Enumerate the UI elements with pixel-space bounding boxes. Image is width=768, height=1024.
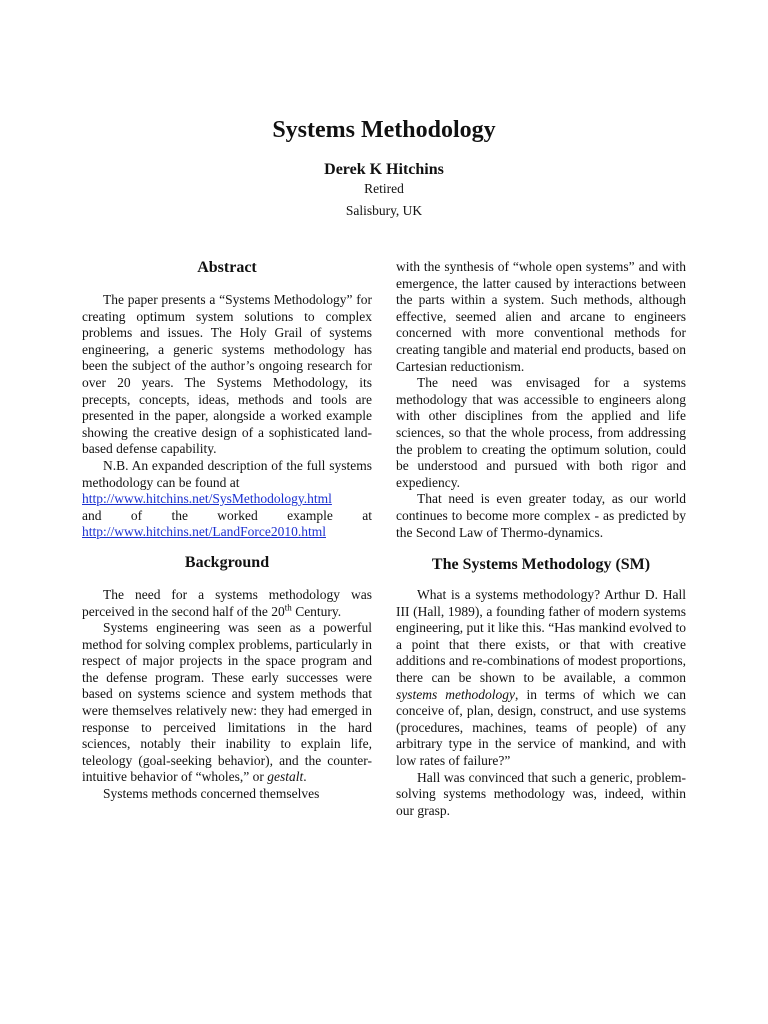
abstract-paragraph: The paper presents a “Systems Methodology” for creating optimum system solutions to complex problems and issues. The Holy Grail of systems engineering, a generic systems methodology has been the subject of the author’s ongoing research for over 20 years. The Systems Methodology, its precepts, concepts, ideas, methods and tools are presented in the paper, alongside a worked example showing the creative design of a sophisticated land-based defense capability. (82, 292, 372, 457)
bg-p1-end: Century. (295, 603, 342, 619)
author-affiliation: Retired (364, 181, 404, 196)
paper-title: Systems Methodology (272, 117, 496, 143)
bg-p1-text: The need for a systems methodology was perceived in the second half of the 20 (82, 586, 372, 619)
sm-heading: The Systems Methodology (SM) (431, 556, 651, 574)
word: example (287, 507, 333, 523)
bg-p2-end: . (303, 769, 307, 785)
sm-p1-end: , in terms of which we can conceive of, plan, design, construct, and use systems (procedures, machines, teams of people) of any arbitrary type in the service of mankind, and with low rates of failure?” (396, 686, 686, 769)
sm-paragraph-1 (396, 587, 686, 770)
background-paragraph-3-cont: with the synthesis of “whole open systems” and with emergence, the latter caused by interactions between the parts within a system. Such methods, although effective, seemed alien and arcane to engineers concerned with more conventional methods for creating tangible and material end products, based on Cartesian reductionism. (396, 259, 686, 374)
abstract-heading: Abstract (197, 259, 257, 276)
word: worked (217, 507, 258, 523)
abstract-note-paragraph (82, 458, 372, 541)
word: of (130, 507, 143, 523)
word: and (82, 507, 102, 523)
land-force-link[interactable]: http://www.hitchins.net/LandForce2010.html (82, 524, 326, 540)
background-paragraph-1 (82, 587, 372, 620)
bg-p2-text: Systems engineering was seen as a powerful method for solving complex problems, particularly in respect of major projects in the space program and the defense program. These early successes were based on systems science and system methods that were themselves relatively new: they had emerged in response to perceived limitations in the hard sciences, notably their inability to explain life, teleology (goal-seeking behavior), and the counter-intuitive behavior of “wholes,” or (82, 620, 372, 785)
systems-methodology-term: systems methodology (396, 686, 516, 702)
background-paragraph-4: The need was envisaged for a systems methodology that was accessible to engineers along with other disciplines from the applied and life sciences, so that the whole process, from addressing the problem to creating the optimum solution, could be understood and pursued with both rigor and expediency. (396, 375, 686, 490)
author-name: Derek K Hitchins (324, 161, 444, 178)
word: at (362, 507, 372, 523)
left-column (82, 258, 372, 803)
sm-p1-text: What is a systems methodology? Arthur D. Hall III (Hall, 1989), a founding father of modern systems engineering, put it like this. “Has mankind evolved to a point that there exists, or that with creative additions and re-combinations of modest proportions, there can be shown to be available, a common (396, 587, 686, 686)
background-paragraph-3: Systems methods concerned themselves (103, 786, 320, 802)
background-heading: Background (184, 553, 270, 571)
background-paragraph-5: That need is even greater today, as our world continues to become more complex - as predicted by the Second Law of Thermo-dynamics. (396, 491, 686, 540)
right-column (396, 259, 686, 819)
background-paragraph-2 (82, 620, 372, 786)
sm-paragraph-2: Hall was convinced that such a generic, problem-solving systems methodology was, indeed, within our grasp. (396, 769, 686, 818)
worked-example-line (82, 508, 372, 525)
word: the (171, 507, 188, 523)
sys-methodology-link[interactable]: http://www.hitchins.net/SysMethodology.html (82, 491, 332, 507)
gestalt-term: gestalt (267, 769, 304, 785)
author-location: Salisbury, UK (345, 203, 423, 218)
superscript-th: th (284, 602, 292, 612)
abstract-note-text: N.B. An expanded description of the full systems methodology can be found at (82, 457, 372, 490)
